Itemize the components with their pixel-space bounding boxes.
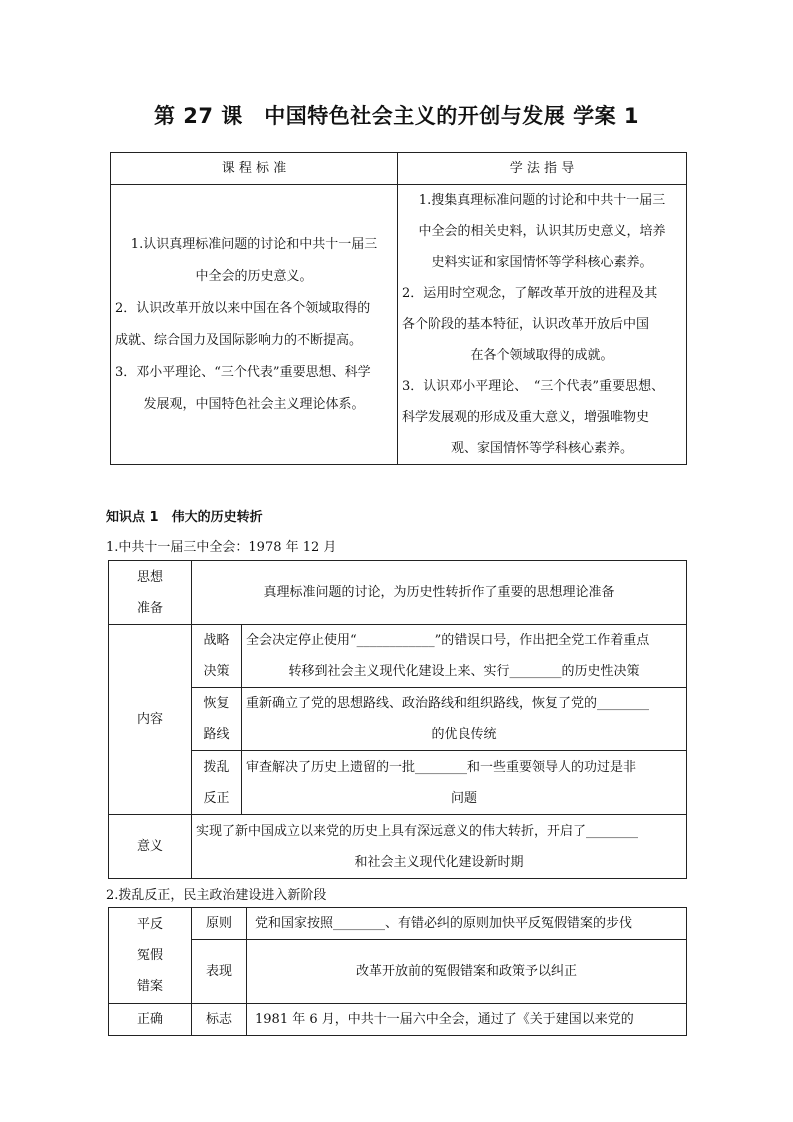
sub-label-line: 决策 bbox=[203, 664, 230, 679]
group-label-line: 平反 bbox=[136, 917, 163, 932]
meaning-content bbox=[192, 815, 687, 879]
standard-line: 成就、综合国力及国际影响力的不断提高。 bbox=[115, 332, 363, 348]
sub-label-line: 路线 bbox=[203, 727, 230, 742]
row-content: 改革开放前的冤假错案和政策予以纠正 bbox=[247, 940, 687, 1004]
rehabilitation-table bbox=[108, 907, 687, 1036]
row-content bbox=[242, 688, 687, 751]
row-sub-label bbox=[192, 688, 242, 751]
content-line: 问题 bbox=[451, 790, 478, 806]
row-content: 1981 年 6 月，中共十一届六中全会，通过了《关于建国以来党的 bbox=[247, 1004, 687, 1036]
group-label-line: 冤假 bbox=[136, 948, 163, 963]
standards-header-right: 学 法 指 导 bbox=[398, 153, 687, 185]
row-sub-label: 表现 bbox=[192, 940, 247, 1004]
sub-label-line: 反正 bbox=[203, 790, 230, 806]
guide-line: 3．认识邓小平理论、 “三个代表”重要思想、 bbox=[402, 379, 665, 394]
row-sub-label bbox=[192, 751, 242, 815]
standard-line: 发展观，中国特色社会主义理论体系。 bbox=[143, 396, 365, 412]
row-content bbox=[242, 751, 687, 815]
prep-text: 真理标准问题的讨论，为历史性转折作了重要的思想理论准备 bbox=[192, 561, 687, 625]
row-content: 党和国家按照________、有错必纠的原则加快平反冤假错案的步伐 bbox=[247, 908, 687, 940]
meaning-label: 意义 bbox=[109, 815, 192, 879]
item-heading: 1.中共十一届三中全会：1978 年 12 月 bbox=[106, 540, 337, 555]
guide-line: 各个阶段的基本特征，认识改革开放后中国 bbox=[402, 317, 650, 332]
content-line: 的优良传统 bbox=[431, 727, 497, 742]
row-label: 正确 bbox=[109, 1004, 192, 1036]
standard-line: 2．认识改革开放以来中国在各个领域取得的 bbox=[115, 300, 371, 316]
item-heading: 2.拨乱反正，民主政治建设进入新阶段 bbox=[106, 888, 327, 903]
guide-line: 1.搜集真理标准问题的讨论和中共十一届三 bbox=[418, 193, 666, 208]
standards-table bbox=[110, 152, 687, 465]
row-sub-label bbox=[192, 625, 242, 688]
content-line: 全会决定停止使用“____________”的错误口号，作出把全党工作着重点 bbox=[246, 633, 650, 648]
row-sub-label: 原则 bbox=[192, 908, 247, 940]
meaning-line: 实现了新中国成立以来党的历史上具有深远意义的伟大转折，开启了________ bbox=[196, 823, 639, 839]
content-line: 审查解决了历史上遗留的一批________和一些重要领导人的功过是非 bbox=[246, 759, 637, 775]
standard-line: 1.认识真理标准问题的讨论和中共十一届三 bbox=[130, 236, 378, 252]
standard-line: 3．邓小平理论、“三个代表”重要思想、科学 bbox=[115, 364, 371, 380]
sub-label-line: 战略 bbox=[203, 633, 230, 648]
content-label: 内容 bbox=[109, 625, 192, 815]
standard-line: 中全会的历史意义。 bbox=[195, 268, 313, 284]
content-line: 转移到社会主义现代化建设上来、实行________的历史性决策 bbox=[288, 664, 640, 679]
standards-left-cell bbox=[111, 185, 398, 465]
content-line: 重新确立了党的思想路线、政治路线和组织路线，恢复了党的________ bbox=[246, 696, 650, 711]
row-content bbox=[242, 625, 687, 688]
sub-label-line: 恢复 bbox=[203, 696, 230, 711]
row-sub-label: 标志 bbox=[192, 1004, 247, 1036]
guide-line: 科学发展观的形成及重大意义，增强唯物史 bbox=[402, 410, 650, 425]
turning-point-table bbox=[108, 560, 687, 879]
guide-line: 史料实证和家国情怀等学科核心素养。 bbox=[431, 255, 653, 270]
guide-line: 在各个领域取得的成就。 bbox=[470, 348, 614, 363]
meaning-line: 和社会主义现代化建设新时期 bbox=[354, 854, 524, 870]
prep-label-line: 准备 bbox=[136, 600, 163, 616]
standards-header-left: 课 程 标 准 bbox=[111, 153, 398, 185]
section-heading: 知识点 1 伟大的历史转折 bbox=[106, 510, 263, 525]
prep-label bbox=[109, 561, 192, 625]
guide-line: 2．运用时空观念，了解改革开放的进程及其 bbox=[402, 286, 658, 301]
standards-right-cell bbox=[398, 185, 687, 465]
guide-line: 中全会的相关史料，认识其历史意义，培养 bbox=[418, 224, 666, 239]
sub-label-line: 拨乱 bbox=[203, 759, 230, 775]
guide-line: 观、家国情怀等学科核心素养。 bbox=[450, 441, 633, 456]
group-label-line: 错案 bbox=[136, 979, 163, 994]
prep-label-line: 思想 bbox=[136, 569, 163, 585]
page-title: 第 27 课 中国特色社会主义的开创与发展 学案 1 bbox=[153, 104, 640, 128]
group-label bbox=[109, 908, 192, 1004]
